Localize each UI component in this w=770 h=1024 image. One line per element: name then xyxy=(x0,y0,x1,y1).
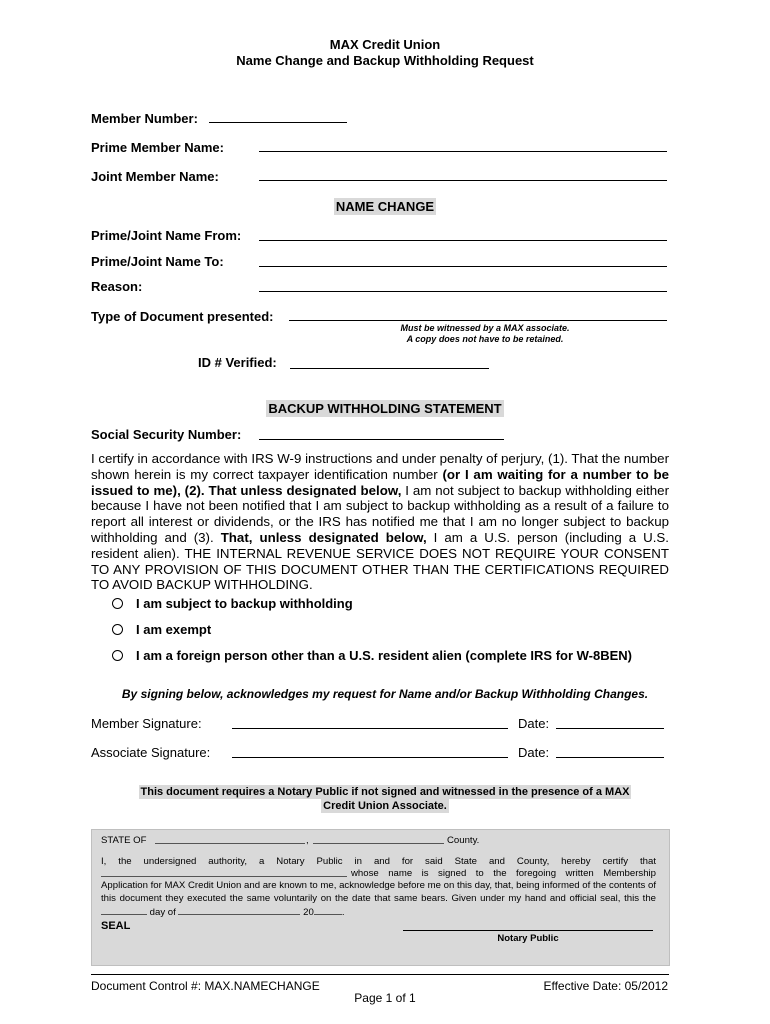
doc-control: Document Control #: MAX.NAMECHANGE xyxy=(91,979,320,993)
page-number: Page 1 of 1 xyxy=(354,991,416,1005)
member-signature-field[interactable] xyxy=(232,728,508,729)
notary-text-3: Application for MAX Credit Union and are known to me, acknowledge before me on this day, that, being informed of the contents of this document they executed the same voluntarily on the date that same bears. Given under my hand and official seal, this the day of 20 . xyxy=(101,880,656,918)
option-exempt: I am exempt xyxy=(136,622,212,637)
notary-text-2: whose name is signed to the foregoing written Membership xyxy=(351,868,656,879)
associate-signature-label: Associate Signature: xyxy=(91,745,211,760)
notary-year-field[interactable] xyxy=(314,905,342,915)
witness-note-2: A copy does not have to be retained. xyxy=(406,334,564,344)
notary-text-3-body: Application for MAX Credit Union and are known to me, acknowledge before me on this day, that, being informed of the contents of this document they executed the same voluntarily on the date that same bears. Given under my hand and official seal, this the xyxy=(101,880,656,904)
prime-member-label: Prime Member Name: xyxy=(91,140,224,155)
certification-paragraph xyxy=(91,451,669,593)
joint-member-label: Joint Member Name: xyxy=(91,169,219,184)
radio-exempt[interactable] xyxy=(112,624,123,635)
name-change-heading: NAME CHANGE xyxy=(335,199,435,214)
name-to-label: Prime/Joint Name To: xyxy=(91,254,224,269)
notary-notice-line-1: This document requires a Notary Public if not signed and witnessed in the presence of a MAX xyxy=(140,786,630,798)
id-verified-label: ID # Verified: xyxy=(198,355,277,370)
associate-date-label: Date: xyxy=(518,745,550,760)
cert-text-4: That, unless designated below, xyxy=(220,529,427,545)
footer-divider xyxy=(91,974,669,975)
notary-notice xyxy=(0,785,770,813)
county-label: County. xyxy=(447,835,480,846)
notary-month-field[interactable] xyxy=(178,905,300,915)
notary-signature-field[interactable] xyxy=(403,930,653,931)
member-number-field[interactable] xyxy=(209,122,347,123)
ssn-field[interactable] xyxy=(259,439,504,440)
doc-type-label: Type of Document presented: xyxy=(91,309,274,324)
option-subject: I am subject to backup withholding xyxy=(136,596,353,611)
form-title: Name Change and Backup Withholding Request xyxy=(236,53,534,68)
name-from-field[interactable] xyxy=(259,240,667,241)
state-of-label: STATE OF xyxy=(101,835,147,846)
notary-text-1: I, the undersigned authority, a Notary Public in and for said State and County, hereby certify that xyxy=(101,856,656,867)
member-signature-label: Member Signature: xyxy=(91,716,202,731)
org-name: MAX Credit Union xyxy=(329,37,441,52)
associate-date-field[interactable] xyxy=(556,757,664,758)
associate-signature-field[interactable] xyxy=(232,757,508,758)
witness-note-1: Must be witnessed by a MAX associate. xyxy=(400,323,570,333)
joint-member-field[interactable] xyxy=(259,180,667,181)
doc-type-field[interactable] xyxy=(289,320,667,321)
cert-text-1: I certify in accordance with IRS W-9 instructions and under penalty of perjury, (1). That the number shown herein is my correct taxpayer identification number xyxy=(91,451,669,482)
signer-name-field[interactable] xyxy=(101,876,347,877)
option-foreign: I am a foreign person other than a U.S. resident alien (complete IRS for W-8BEN) xyxy=(136,648,632,663)
reason-label: Reason: xyxy=(91,279,143,294)
notary-day-of: day of xyxy=(149,907,176,918)
seal-label: SEAL xyxy=(101,920,131,932)
acknowledgement: By signing below, acknowledges my request for Name and/or Backup Withholding Changes. xyxy=(121,687,649,701)
member-date-label: Date: xyxy=(518,716,550,731)
name-from-label: Prime/Joint Name From: xyxy=(91,228,242,243)
cert-text-5: I am a U.S. person (including a U.S. resident alien). THE INTERNAL REVENUE SERVICE DOES NOT REQUIRE YOUR CONSENT TO ANY PROVISION OF THIS DOCUMENT OTHER THAN THE CERTIFICATIONS REQUIRED TO AVOID BACKUP WITHHOLDING. xyxy=(91,529,669,593)
member-number-label: Member Number: xyxy=(91,111,198,126)
radio-foreign[interactable] xyxy=(112,650,123,661)
member-date-field[interactable] xyxy=(556,728,664,729)
name-to-field[interactable] xyxy=(259,266,667,267)
ssn-label: Social Security Number: xyxy=(91,427,242,442)
notary-public-label: Notary Public xyxy=(497,933,559,944)
prime-member-field[interactable] xyxy=(259,151,667,152)
cert-text-3: I am not subject to backup withholding either because I have not been notified that I am subject to backup withholding as a result of a failure to report all interest or dividends, or the IRS has notified me that I am no longer subject to backup withholding and (3). xyxy=(91,482,669,545)
state-field[interactable] xyxy=(155,843,305,844)
effective-date: Effective Date: 05/2012 xyxy=(543,979,668,993)
backup-heading-wrap xyxy=(0,400,770,418)
id-verified-field[interactable] xyxy=(290,368,489,369)
state-comma: , xyxy=(306,835,309,846)
cert-text-2: (or I am waiting for a number to be issued to me), (2). That unless designated below, xyxy=(91,466,669,498)
backup-heading: BACKUP WITHHOLDING STATEMENT xyxy=(268,401,502,416)
notary-year-prefix: 20 xyxy=(303,907,314,918)
notary-notice-line-2: Credit Union Associate. xyxy=(323,800,447,812)
county-field[interactable] xyxy=(313,843,444,844)
notary-day-field[interactable] xyxy=(101,905,147,915)
reason-field[interactable] xyxy=(259,291,667,292)
radio-subject[interactable] xyxy=(112,598,123,609)
name-change-heading-wrap xyxy=(0,198,770,216)
